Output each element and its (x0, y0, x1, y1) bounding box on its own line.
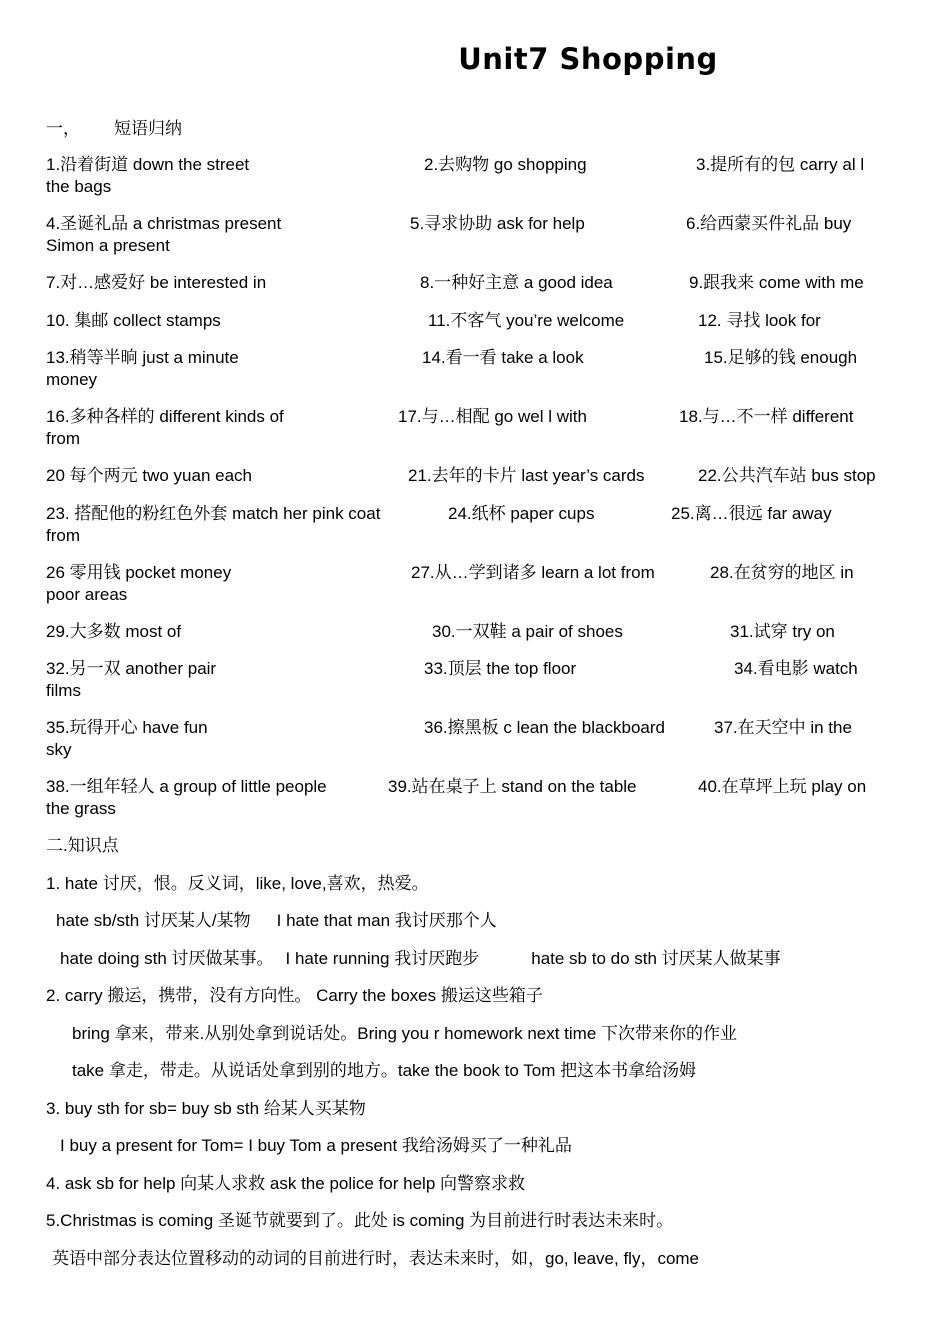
phrase-item: 14.看一看 take a look (422, 348, 584, 367)
example-text: I hate that man 我讨厌那个人 (276, 911, 497, 930)
section-heading-knowledge: 二.知识点 (46, 836, 119, 855)
phrase-row (46, 213, 906, 272)
phrase-row (46, 310, 906, 348)
section-label: 短语归纳 (114, 119, 182, 138)
phrase-item: 16.多种各样的 different kinds of (46, 407, 284, 426)
phrase-item: 30.一双鞋 a pair of shoes (432, 621, 623, 641)
phrase-continuation: sky (46, 740, 72, 759)
section-heading-phrases (46, 118, 906, 154)
phrase-item: 31.试穿 try on (730, 621, 835, 641)
phrase-item: 20 每个两元 two yuan each (46, 466, 252, 485)
page-title: Unit7 Shopping (458, 42, 718, 76)
phrase-item: 35.玩得开心 have fun (46, 718, 208, 737)
phrase-item: 3.提所有的包 carry al l (696, 155, 865, 174)
phrase-item: 23. 搭配他的粉红色外套 match her pink coat (46, 503, 381, 523)
phrase-item: 32.另一双 another pair (46, 659, 217, 678)
example-text: hate sb to do sth 讨厌某人做某事 (531, 948, 781, 968)
phrase-item: 9.跟我来 come with me (689, 273, 864, 292)
knowledge-example: bring 拿来，带来.从别处拿到说话处。Bring you r homework next time 下次带来你的作业 (72, 1023, 738, 1043)
phrase-item: 11.不客气 you’re welcome (428, 310, 625, 330)
phrase-row (46, 465, 906, 503)
knowledge-point: 1. hate 讨厌，恨。反义词，like, love,喜欢，热爱。 (46, 873, 429, 893)
knowledge-example (46, 948, 906, 986)
phrase-item: 25.离…很远 far away (671, 503, 832, 523)
phrase-item: 38.一组年轻人 a group of little people (46, 777, 327, 796)
phrase-item: 39.站在桌子上 stand on the table (388, 777, 637, 796)
knowledge-example: take 拿走，带走。从说话处拿到别的地方。take the book to Tom 把这本书拿给汤姆 (72, 1061, 697, 1080)
phrase-continuation: films (46, 681, 81, 700)
section-number: 一， (46, 119, 80, 138)
phrase-row (46, 503, 906, 562)
phrase-item: 37.在天空中 in the (714, 718, 852, 737)
phrase-item: 22.公共汽车站 bus stop (698, 466, 876, 485)
example-text: hate sb/sth 讨厌某人/某物 (56, 911, 251, 930)
example-text: hate doing sth 讨厌做某事。 (60, 948, 274, 968)
knowledge-example: 英语中部分表达位置移动的动词的目前进行时，表达未来时，如，go, leave, fly，come (52, 1248, 700, 1268)
phrase-item: 26 零用钱 pocket money (46, 562, 232, 582)
phrase-row (46, 154, 906, 213)
phrase-item: 18.与…不一样 different (679, 407, 854, 426)
phrase-row (46, 562, 906, 621)
phrase-item: 28.在贫穷的地区 in (710, 562, 854, 582)
knowledge-example: I buy a present for Tom= I buy Tom a present 我给汤姆买了一种礼品 (60, 1136, 572, 1155)
phrase-continuation: Simon a present (46, 236, 170, 255)
phrase-row (46, 621, 906, 659)
phrase-item: 24.纸杯 paper cups (448, 503, 595, 523)
phrase-item: 40.在草坪上玩 play on (698, 777, 867, 796)
phrase-continuation: the grass (46, 799, 116, 818)
phrase-item: 21.去年的卡片 last year’s cards (408, 466, 645, 485)
knowledge-point: 3. buy sth for sb= buy sb sth 给某人买某物 (46, 1098, 366, 1118)
phrase-continuation: from (46, 525, 80, 545)
phrase-continuation: from (46, 429, 80, 448)
phrase-item: 1.沿着街道 down the street (46, 155, 250, 174)
phrase-item: 13.稍等半晌 just a minute (46, 348, 239, 367)
phrase-item: 36.擦黑板 c lean the blackboard (424, 718, 665, 737)
phrase-continuation: money (46, 370, 98, 389)
phrase-item: 2.去购物 go shopping (424, 155, 587, 174)
phrase-item: 4.圣诞礼品 a christmas present (46, 214, 282, 233)
example-text: I hate running 我讨厌跑步 (285, 948, 480, 968)
phrase-item: 27.从…学到诸多 learn a lot from (411, 562, 655, 582)
knowledge-point: 2. carry 搬运，携带，没有方向性。 Carry the boxes 搬运这些箱子 (46, 986, 543, 1005)
phrase-row (46, 717, 906, 776)
knowledge-point: 5.Christmas is coming 圣诞节就要到了。此处 is coming 为目前进行时表达未来时。 (46, 1211, 674, 1230)
document-body (46, 118, 906, 1285)
phrase-row (46, 406, 906, 465)
knowledge-example (46, 910, 906, 948)
phrase-item: 12. 寻找 look for (698, 310, 821, 330)
phrase-item: 7.对…感爱好 be interested in (46, 273, 267, 292)
phrase-row (46, 776, 906, 835)
phrase-item: 15.足够的钱 enough (704, 348, 858, 367)
phrase-row (46, 347, 906, 406)
phrase-row (46, 658, 906, 717)
phrase-item: 6.给西蒙买件礼品 buy (686, 214, 852, 233)
phrase-continuation: poor areas (46, 584, 128, 604)
phrase-item: 10. 集邮 collect stamps (46, 310, 221, 330)
phrase-row (46, 272, 906, 310)
phrase-item: 34.看电影 watch (734, 659, 858, 678)
phrase-item: 29.大多数 most of (46, 621, 182, 641)
knowledge-point: 4. ask sb for help 向某人求救 ask the police for help 向警察求救 (46, 1173, 526, 1193)
phrase-item: 33.顶层 the top floor (424, 659, 577, 678)
phrase-continuation: the bags (46, 177, 112, 196)
phrase-item: 5.寻求协助 ask for help (410, 214, 585, 233)
phrase-item: 17.与…相配 go wel l with (398, 407, 587, 426)
phrase-item: 8.一种好主意 a good idea (420, 273, 613, 292)
